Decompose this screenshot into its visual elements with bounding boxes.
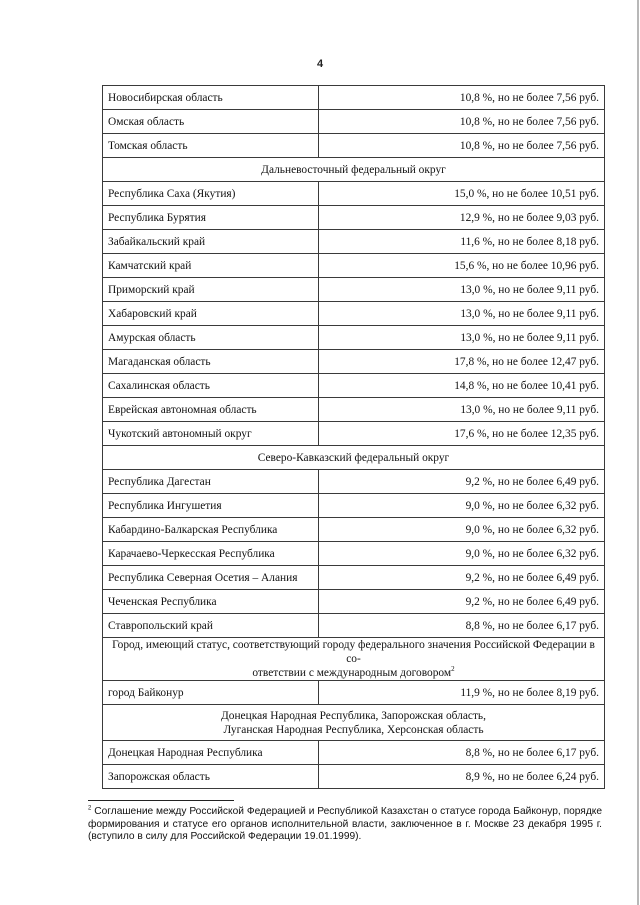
section-title-line1: Донецкая Народная Республика, Запорожская область, xyxy=(221,709,486,722)
region-cell: Приморский край xyxy=(103,278,319,302)
rate-cell: 12,9 %, но не более 9,03 руб. xyxy=(319,206,605,230)
region-cell: Сахалинская область xyxy=(103,374,319,398)
rate-cell: 10,8 %, но не более 7,56 руб. xyxy=(319,86,605,110)
table-row xyxy=(103,422,605,446)
footnote-marker: 2 xyxy=(88,805,92,812)
table-row xyxy=(103,302,605,326)
section-title-line1: Город, имеющий статус, соответствующий городу федерального значения Российской Федерации в со- xyxy=(112,639,595,665)
table-row xyxy=(103,374,605,398)
region-cell: Республика Саха (Якутия) xyxy=(103,182,319,206)
table-row xyxy=(103,206,605,230)
rate-cell: 8,8 %, но не более 6,17 руб. xyxy=(319,614,605,638)
footnote-separator xyxy=(88,800,234,801)
table-row xyxy=(103,518,605,542)
rate-cell: 9,2 %, но не более 6,49 руб. xyxy=(319,566,605,590)
table-row xyxy=(103,254,605,278)
table-row xyxy=(103,470,605,494)
region-cell: Хабаровский край xyxy=(103,302,319,326)
region-cell: Республика Бурятия xyxy=(103,206,319,230)
rate-cell: 15,0 %, но не более 10,51 руб. xyxy=(319,182,605,206)
rate-cell: 17,6 %, но не более 12,35 руб. xyxy=(319,422,605,446)
rate-cell: 9,2 %, но не более 6,49 руб. xyxy=(319,590,605,614)
section-title xyxy=(103,638,605,681)
rate-cell: 9,0 %, но не более 6,32 руб. xyxy=(319,518,605,542)
region-cell: Забайкальский край xyxy=(103,230,319,254)
rate-cell: 10,8 %, но не более 7,56 руб. xyxy=(319,110,605,134)
section-title: Северо-Кавказский федеральный округ xyxy=(103,446,605,470)
footnote-ref[interactable]: 2 xyxy=(451,665,455,674)
table-row xyxy=(103,230,605,254)
region-cell: Амурская область xyxy=(103,326,319,350)
section-row-far-east xyxy=(103,158,605,182)
region-cell: Ставропольский край xyxy=(103,614,319,638)
table-row xyxy=(103,614,605,638)
rate-cell: 10,8 %, но не более 7,56 руб. xyxy=(319,134,605,158)
rate-cell: 9,0 %, но не более 6,32 руб. xyxy=(319,542,605,566)
rate-cell: 8,9 %, но не более 6,24 руб. xyxy=(319,765,605,789)
rate-cell: 13,0 %, но не более 9,11 руб. xyxy=(319,326,605,350)
region-cell: Еврейская автономная область xyxy=(103,398,319,422)
section-row-federal-city xyxy=(103,638,605,681)
rate-cell: 11,6 %, но не более 8,18 руб. xyxy=(319,230,605,254)
region-cell: Томская область xyxy=(103,134,319,158)
rate-cell: 8,8 %, но не более 6,17 руб. xyxy=(319,741,605,765)
rate-cell: 13,0 %, но не более 9,11 руб. xyxy=(319,278,605,302)
table-row xyxy=(103,590,605,614)
table-row xyxy=(103,110,605,134)
table-row xyxy=(103,681,605,705)
table-row xyxy=(103,398,605,422)
region-cell: Республика Ингушетия xyxy=(103,494,319,518)
region-cell: город Байконур xyxy=(103,681,319,705)
region-cell: Кабардино-Балкарская Республика xyxy=(103,518,319,542)
scan-edge-line xyxy=(637,0,639,905)
rate-cell: 15,6 %, но не более 10,96 руб. xyxy=(319,254,605,278)
rate-cell: 9,0 %, но не более 6,32 руб. xyxy=(319,494,605,518)
table-row xyxy=(103,741,605,765)
section-row-north-caucasus xyxy=(103,446,605,470)
section-row-new-regions xyxy=(103,705,605,741)
rate-cell: 14,8 %, но не более 10,41 руб. xyxy=(319,374,605,398)
section-title: Дальневосточный федеральный округ xyxy=(103,158,605,182)
table-row xyxy=(103,542,605,566)
region-cell: Камчатский край xyxy=(103,254,319,278)
region-cell: Омская область xyxy=(103,110,319,134)
footnote-text: Соглашение между Российской Федерацией и Республикой Казахстан о статусе города Байконур, порядке формирования и статусе его органов исполнительной власти, заключенное в г. Москве 23 декабря 1995 г. (вступило в силу для Российской Федерации 19.01.1999). xyxy=(88,806,602,843)
region-cell: Чеченская Республика xyxy=(103,590,319,614)
section-title xyxy=(103,705,605,741)
table-row xyxy=(103,566,605,590)
table-row xyxy=(103,182,605,206)
region-cell: Донецкая Народная Республика xyxy=(103,741,319,765)
region-cell: Магаданская область xyxy=(103,350,319,374)
region-cell: Карачаево-Черкесская Республика xyxy=(103,542,319,566)
table-row xyxy=(103,494,605,518)
table-row xyxy=(103,134,605,158)
page-number: 4 xyxy=(316,58,324,70)
section-title-line2: Луганская Народная Республика, Херсонская область xyxy=(223,723,484,736)
rates-table xyxy=(102,85,605,789)
region-cell: Новосибирская область xyxy=(103,86,319,110)
rate-cell: 9,2 %, но не более 6,49 руб. xyxy=(319,470,605,494)
section-title-line2: ответствии с международным договором xyxy=(252,667,452,679)
region-cell: Запорожская область xyxy=(103,765,319,789)
table-row xyxy=(103,278,605,302)
region-cell: Чукотский автономный округ xyxy=(103,422,319,446)
rate-cell: 13,0 %, но не более 9,11 руб. xyxy=(319,302,605,326)
table-row xyxy=(103,350,605,374)
rate-cell: 11,9 %, но не более 8,19 руб. xyxy=(319,681,605,705)
table-row xyxy=(103,326,605,350)
table-row xyxy=(103,86,605,110)
rate-cell: 17,8 %, но не более 12,47 руб. xyxy=(319,350,605,374)
region-cell: Республика Дагестан xyxy=(103,470,319,494)
region-cell: Республика Северная Осетия – Алания xyxy=(103,566,319,590)
table-row xyxy=(103,765,605,789)
footnote xyxy=(88,806,602,844)
rate-cell: 13,0 %, но не более 9,11 руб. xyxy=(319,398,605,422)
